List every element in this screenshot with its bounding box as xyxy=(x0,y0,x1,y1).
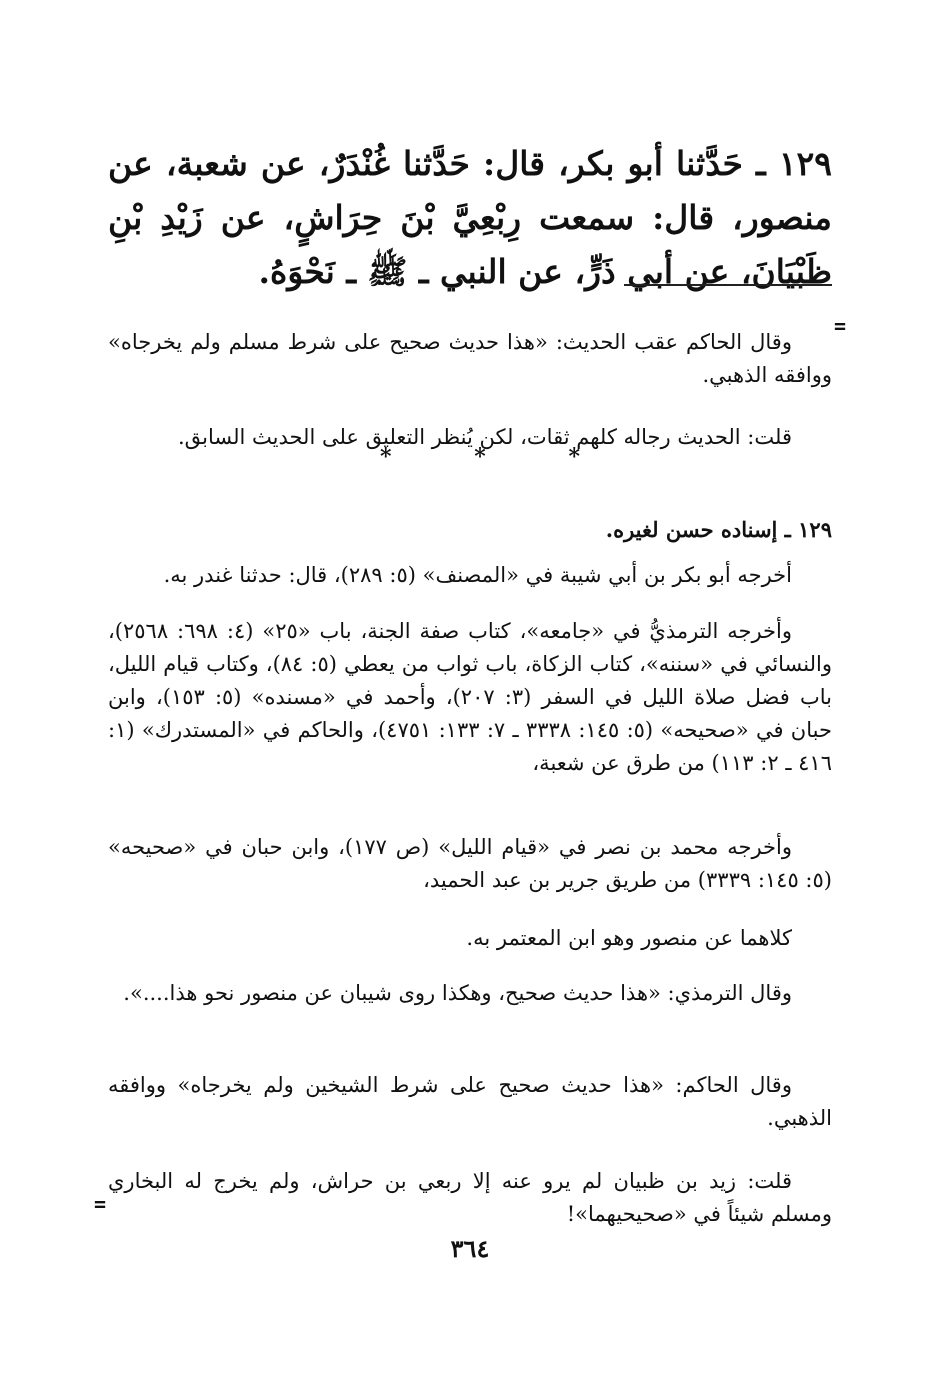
footnote-paragraph: وقال الحاكم: «هذا حديث صحيح على شرط الشيخين ولم يخرجاه» ووافقه الذهبي. xyxy=(108,1073,832,1130)
footnote-divider xyxy=(624,284,832,286)
footnote-heading: ١٢٩ ـ إسناده حسن لغيره. xyxy=(605,517,832,542)
page-number: ٣٦٤ xyxy=(450,1234,490,1263)
separator-star: * xyxy=(568,444,580,470)
footnote-paragraph: وقال الترمذي: «هذا حديث صحيح، وهكذا روى شيبان عن منصور نحو هذا....». xyxy=(123,981,792,1005)
footnote-paragraph: وأخرجه محمد بن نصر في «قيام الليل» (ص ١٧٧)، وابن حبان في «صحيحه» (٥: ١٤٥: ٣٣٣٩) من طريق جرير بن عبد الحميد، xyxy=(108,835,832,892)
footnote-paragraph: وأخرجه الترمذيُّ في «جامعه»، كتاب صفة الجنة، باب «٢٥» (٤: ٦٩٨: ٢٥٦٨)، والنسائي في «سننه»، كتاب الزكاة، باب ثواب من يعطي (٥: ٨٤)، وكتاب قيام الليل، باب فضل صلاة الليل في السفر (٣: ٢٠٧)، وأحمد في «مسنده» (٥: ١٥٣)، وابن حبان في «صحيحه» (٥: ١٤٥: ٣٣٣٨ ـ ٧: ١٣٣: ٤٧٥١)، والحاكم في «المستدرك» (١: ٤١٦ ـ ٢: ١١٣) من طرق عن شعبة، xyxy=(108,619,832,775)
continuation-mark-top: = xyxy=(834,314,847,338)
footnote-paragraph: قلت: زيد بن ظبيان لم يرو عنه إلا ربعي بن حراش، ولم يخرج له البخاري ومسلم شيئاً في «صحيحيهما»! xyxy=(108,1169,832,1226)
hadith-text: ١٢٩ ـ حَدَّثنا أبو بكر، قال: حَدَّثنا غُنْدَرٌ، عن شعبة، عن منصور، قال: سمعت رِبْعِيَّ بْنَ حِرَاشٍ، عن زَيْدِ بْنِ ظَبْيَانَ، عن أبي ذَرٍّ، عن النبي ـ ﷺ ـ نَحْوَهُ. xyxy=(108,144,832,291)
separator-star: * xyxy=(474,444,486,470)
separator-star: * xyxy=(380,444,392,470)
footnote-prev-paragraph-1: وقال الحاكم عقب الحديث: «هذا حديث صحيح على شرط مسلم ولم يخرجاه» ووافقه الذهبي. xyxy=(108,330,832,387)
footnote-paragraph: كلاهما عن منصور وهو ابن المعتمر به. xyxy=(466,926,792,950)
continuation-mark-bottom: = xyxy=(94,1192,107,1216)
section-separator xyxy=(380,444,580,470)
footnote-paragraph: أخرجه أبو بكر بن أبي شيبة في «المصنف» (٥: ٢٨٩)، قال: حدثنا غندر به. xyxy=(163,563,792,587)
footnote-prev-paragraph-2: قلت: الحديث رجاله كلهم ثقات، لكن يُنظر التعليق على الحديث السابق. xyxy=(177,425,792,449)
